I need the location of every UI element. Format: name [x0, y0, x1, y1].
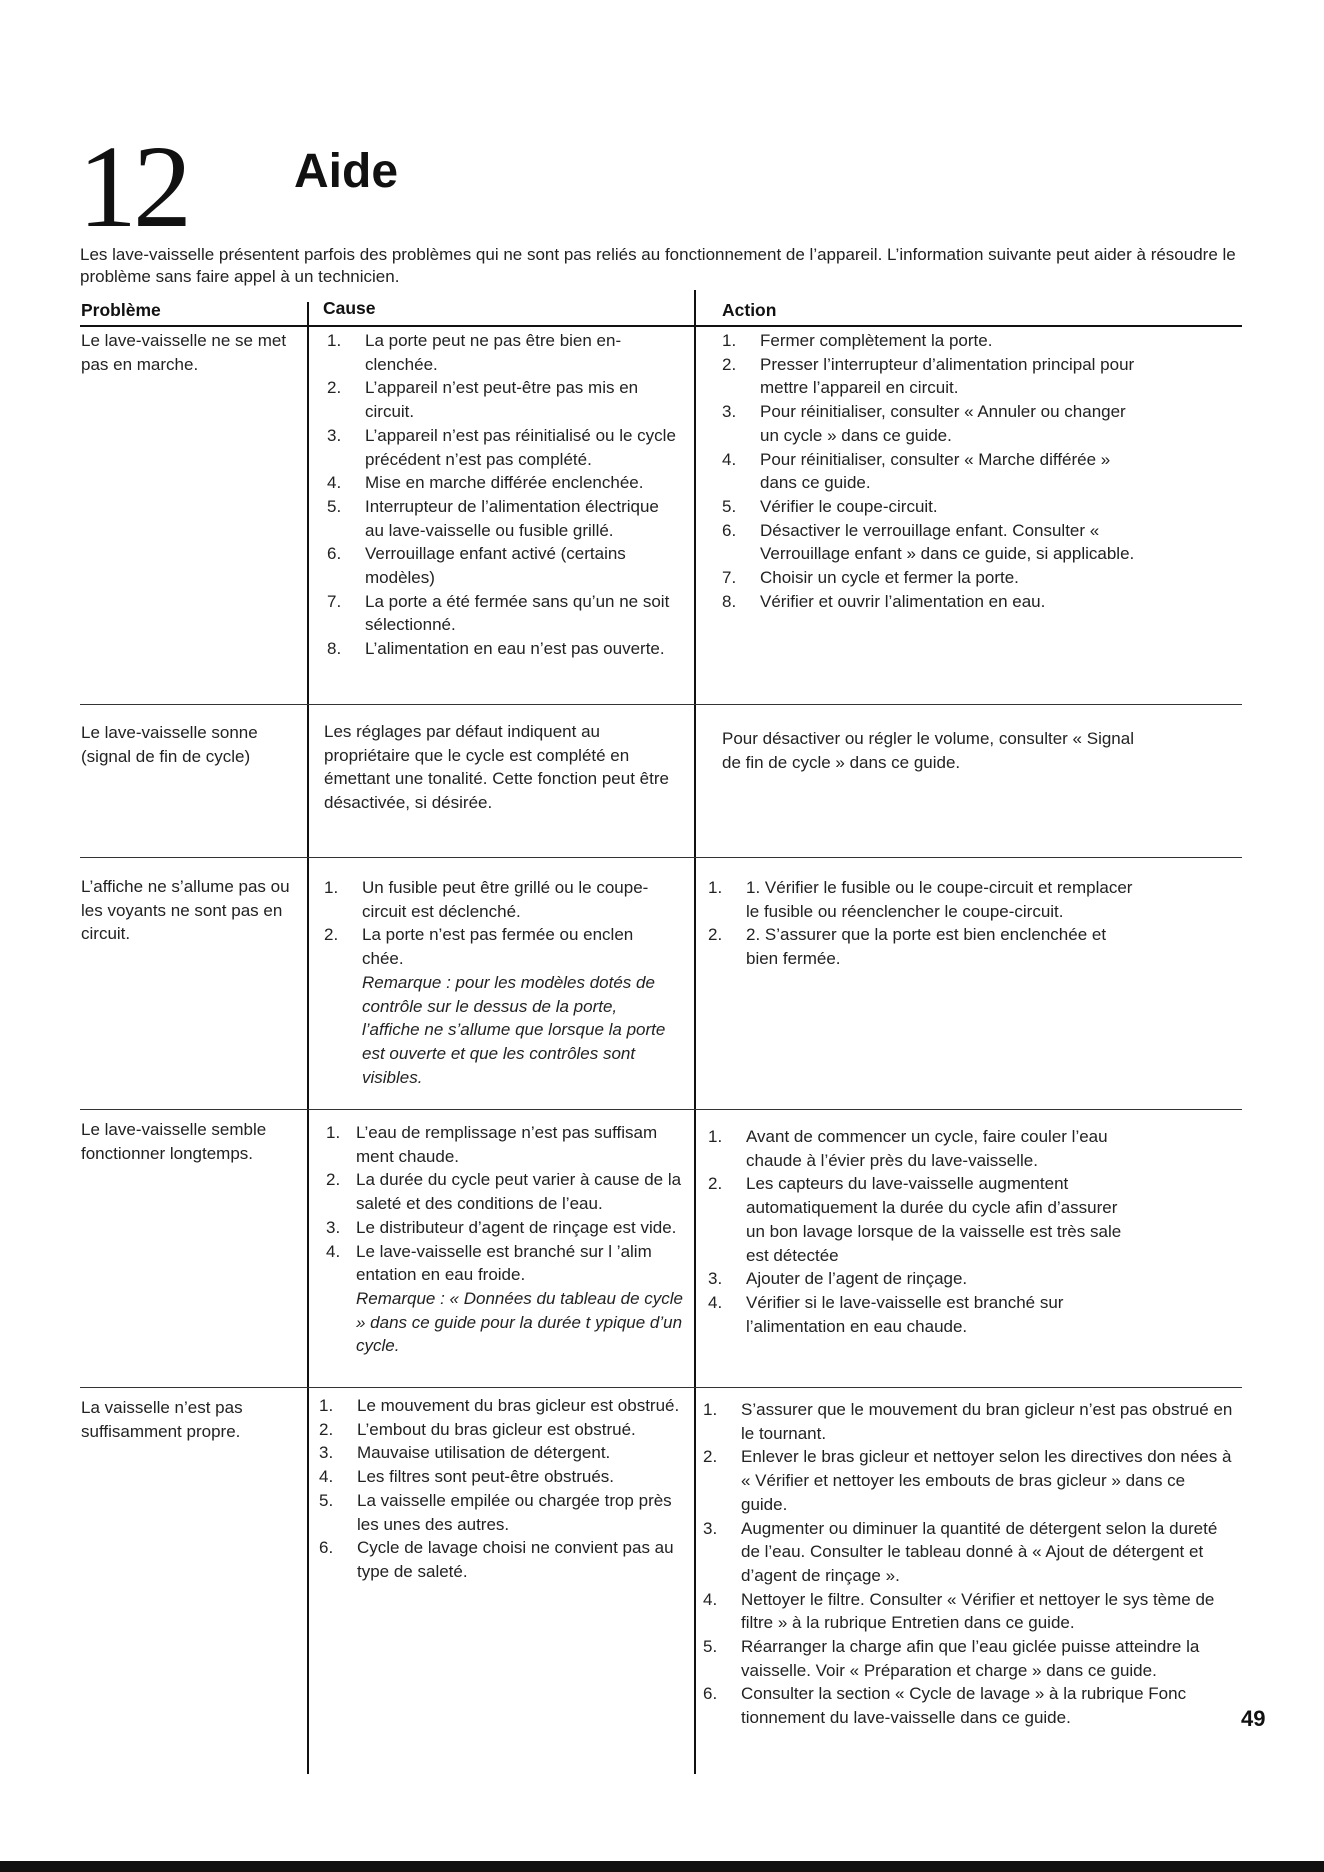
list-item: 6. Désactiver le verrouillage enfant. Consulter « Verrouillage enfant » dans ce guide, si applicable.	[722, 520, 1135, 564]
list-item: 4. Pour réinitialiser, consulter « Marche différée » dans ce guide.	[722, 449, 1111, 493]
list-item: 2. L’embout du bras gicleur est obstrué.	[319, 1419, 636, 1439]
list-item: 3. Mauvaise utilisation de détergent.	[319, 1443, 611, 1463]
action-cell	[708, 1125, 1138, 1338]
list-item: 5. Interrupteur de l’alimentation électrique au lave-vaisselle ou fusible grillé.	[327, 496, 659, 540]
action-list	[722, 329, 1142, 613]
list-item: 3. L’appareil n’est pas réinitialisé ou le cycle précédent n’est pas complété.	[327, 425, 676, 469]
chapter-number: 12	[78, 121, 188, 252]
action-cell	[722, 727, 1152, 774]
list-item: 2. Enlever le bras gicleur et nettoyer selon les directives don nées à « Vérifier et nettoyer les embouts de bras gicleur » dans ce guide.	[703, 1447, 1232, 1514]
list-item: 2. La porte n’est pas fermée ou enclen chée. Remarque : pour les modèles dotés de contrôle sur le dessus de la porte, l’affiche ne s’allume que lorsque la porte est ouverte et que les contrôles sont visibles.	[324, 923, 674, 1089]
intro-paragraph: Les lave-vaisselle présentent parfois des problèmes qui ne sont pas reliés au fonctionnement de l’appareil. L’information suivante peut aider à résoudre le problème sans faire appel à un technicien.	[80, 245, 1236, 286]
row-divider-1	[80, 704, 1242, 705]
cause-cell	[327, 329, 679, 661]
list-item: 1. L’eau de remplissage n’est pas suffisam ment chaude.	[326, 1123, 658, 1166]
cause-list	[319, 1394, 689, 1584]
list-item: 4. Vérifier si le lave-vaisselle est branché sur l’alimentation en eau chaude.	[708, 1292, 1064, 1336]
list-item: 3. Pour réinitialiser, consulter « Annuler ou changer un cycle » dans ce guide.	[722, 402, 1126, 445]
column-divider-1	[307, 302, 309, 1774]
row-divider-4	[80, 1387, 1242, 1388]
list-item: 4. Nettoyer le filtre. Consulter « Vérifier et nettoyer le sys tème de filtre » à la rubrique Entretien dans ce guide.	[703, 1589, 1215, 1633]
list-item: 2. 2. S’assurer que la porte est bien enclenchée et bien fermée.	[708, 925, 1107, 969]
cause-cell	[324, 720, 689, 815]
action-list	[703, 1398, 1233, 1730]
problem-cell	[81, 875, 291, 946]
list-item: 1. 1. Vérifier le fusible ou le coupe-circuit et remplacer le fusible ou réenclencher le coupe-circuit.	[708, 878, 1133, 921]
problem-cell	[81, 329, 291, 376]
header-problem: Problème	[81, 300, 161, 320]
row-divider-3	[80, 1109, 1242, 1110]
list-item: 2. Les capteurs du lave-vaisselle augmentent automatiquement la durée du cycle afin d’assurer un bon lavage lorsque de la vaisselle est très sale est détectée	[708, 1174, 1122, 1265]
list-item: 5. La vaisselle empilée ou chargée trop près les unes des autres.	[319, 1490, 672, 1534]
problem-text: La vaisselle n’est pas suffisamment propre.	[81, 1398, 243, 1441]
list-item: 7. La porte a été fermée sans qu’un ne soit sélectionné.	[327, 591, 670, 635]
cause-list	[324, 876, 674, 1089]
action-list	[708, 876, 1138, 971]
list-item: 6. Cycle de lavage choisi ne convient pas au type de saleté.	[319, 1538, 674, 1581]
action-cell	[703, 1398, 1233, 1730]
cause-cell	[324, 876, 674, 1089]
action-list	[708, 1125, 1138, 1338]
problem-text: Le lave-vaisselle semble fonctionner longtemps.	[81, 1120, 267, 1163]
action-cell	[708, 876, 1138, 971]
remark-note: Remarque : pour les modèles dotés de contrôle sur le dessus de la porte, l’affiche ne s’allume que lorsque la porte est ouverte et que les contrôles sont visibles.	[362, 972, 666, 1087]
list-item: 3. Le distributeur d’agent de rinçage est vide.	[326, 1217, 677, 1237]
list-item: 7. Choisir un cycle et fermer la porte.	[722, 568, 1019, 588]
list-item: 8. Vérifier et ouvrir l’alimentation en eau.	[722, 591, 1046, 611]
list-item: 4. Les filtres sont peut-être obstrués.	[319, 1467, 615, 1487]
chapter-title: Aide	[294, 145, 399, 198]
list-item: 4. Le lave-vaisselle est branché sur l ’alim entation en eau froide. Remarque : « Données du tableau de cycle » dans ce guide pour la durée t ypique d’un cycle.	[326, 1240, 692, 1359]
list-item: 5. Vérifier le coupe-circuit.	[722, 496, 938, 516]
action-cell	[722, 329, 1142, 613]
column-divider-2	[694, 290, 696, 1774]
list-item: 6. Verrouillage enfant activé (certains modèles)	[327, 544, 626, 588]
list-item: 6. Consulter la section « Cycle de lavage » à la rubrique Fonc tionnement du lave-vaisselle dans ce guide.	[703, 1684, 1187, 1728]
list-item: 2. La durée du cycle peut varier à cause de la saleté et des conditions de l’eau.	[326, 1170, 682, 1214]
problem-cell	[81, 1396, 291, 1443]
list-item: 5. Réarranger la charge afin que l’eau giclée puisse atteindre la vaisselle. Voir « Préparation et charge » dans ce guide.	[703, 1637, 1200, 1680]
header-cause: Cause	[323, 298, 376, 318]
list-item: 1. Le mouvement du bras gicleur est obstrué.	[319, 1396, 680, 1415]
problem-cell	[81, 1118, 291, 1165]
problem-text: Le lave-vaisselle ne se met pas en marche.	[81, 331, 287, 374]
list-item: 1. S’assurer que le mouvement du bran gicleur n’est pas obstrué en le tournant.	[703, 1400, 1233, 1443]
list-item: 3. Ajouter de l’agent de rinçage.	[708, 1269, 968, 1289]
list-item: 3. Augmenter ou diminuer la quantité de détergent selon la dureté de l’eau. Consulter le tableau donné à « Ajout de détergent et d’agent de rinçage ».	[703, 1518, 1218, 1585]
list-item: 1. Un fusible peut être grillé ou le coupe-circuit est déclenché.	[324, 878, 649, 921]
list-item: 8. L’alimentation en eau n’est pas ouverte.	[327, 639, 665, 659]
list-item: 1. La porte peut ne pas être bien enclenchée.	[327, 331, 622, 374]
list-item: 2. L’appareil n’est peut-être pas mis en circuit.	[327, 378, 639, 422]
page-number: 49	[1241, 1706, 1266, 1731]
list-item: 1. Avant de commencer un cycle, faire couler l’eau chaude à l’évier près du lave-vaisselle.	[708, 1127, 1108, 1170]
list-item: 2. Presser l’interrupteur d’alimentation principal pour mettre l’appareil en circuit.	[722, 354, 1135, 398]
list-item: 4. Mise en marche différée enclenchée.	[327, 473, 644, 493]
cause-cell	[319, 1394, 689, 1584]
cause-list	[327, 329, 679, 661]
list-item: 1. Fermer complètement la porte.	[722, 331, 993, 350]
problem-text: L’affiche ne s’allume pas ou les voyants ne sont pas en circuit.	[81, 877, 290, 944]
remark-note: Remarque : « Données du tableau de cycle » dans ce guide pour la durée t ypique d’un cycle.	[356, 1288, 683, 1356]
problem-cell	[81, 721, 291, 768]
action-text: Pour désactiver ou régler le volume, consulter « Signal de fin de cycle » dans ce guide.	[722, 729, 1134, 772]
row-divider-2	[80, 857, 1242, 858]
header-rule	[80, 325, 1242, 327]
header-action: Action	[722, 300, 777, 320]
cause-list	[326, 1121, 692, 1358]
problem-text: Le lave-vaisselle sonne (signal de fin de cycle)	[81, 723, 258, 766]
cause-text: Les réglages par défaut indiquent au propriétaire que le cycle est complété en émettant une tonalité. Cette fonction peut être désactivée, si désirée.	[324, 722, 669, 813]
bottom-border	[0, 1861, 1324, 1872]
cause-cell	[326, 1121, 692, 1358]
